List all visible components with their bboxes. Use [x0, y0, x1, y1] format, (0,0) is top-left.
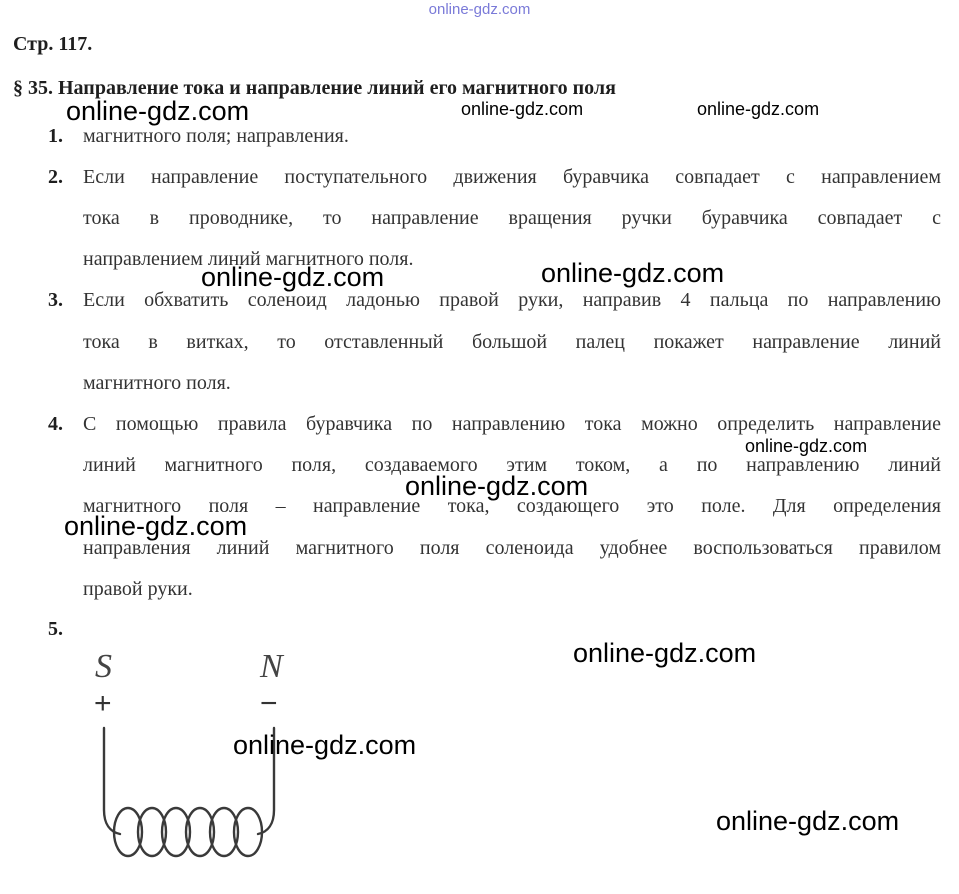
watermark: online-gdz.com	[405, 471, 589, 501]
item-number-2: 2.	[48, 166, 63, 188]
item-4-line-1: С помощью правила буравчика по направлению тока можно определить направление	[83, 413, 941, 435]
item-2-line-1: Если направление поступательного движения буравчика совпадает с направлением	[83, 166, 941, 188]
item-3-line-3: магнитного поля.	[83, 372, 231, 394]
item-4-line-5: правой руки.	[83, 578, 193, 600]
watermark: online-gdz.com	[573, 638, 757, 668]
watermark: online-gdz.com	[745, 436, 868, 456]
pole-n-label: N	[260, 648, 283, 685]
watermark: online-gdz.com	[64, 511, 248, 541]
page-number: Стр. 117.	[13, 33, 93, 55]
item-2-line-2: тока в проводнике, то направление вращения ручки буравчика совпадает с	[83, 207, 941, 229]
item-number-4: 4.	[48, 413, 63, 435]
item-3-line-1: Если обхватить соленоид ладонью правой руки, направив 4 пальца по направлению	[83, 289, 941, 311]
item-4-line-2: линий магнитного поля, создаваемого этим током, а по направлению линий	[83, 454, 941, 476]
section-title: § 35. Направление тока и направление линий его магнитного поля	[13, 77, 616, 99]
watermark: online-gdz.com	[716, 806, 900, 836]
watermark: online-gdz.com	[541, 258, 725, 288]
minus-sign: −	[260, 687, 278, 720]
item-4-line-3: магнитного поля – направление тока, создающего это поле. Для определения	[83, 495, 941, 517]
top-watermark: online-gdz.com	[428, 1, 531, 18]
watermark: online-gdz.com	[201, 262, 385, 292]
item-number-3: 3.	[48, 289, 63, 311]
item-1-line-1: магнитного поля; направления.	[83, 125, 349, 147]
item-3-line-2: тока в витках, то отставленный большой палец покажет направление линий	[83, 331, 941, 353]
item-4-line-4: направления линий магнитного поля соленоида удобнее воспользоваться правилом	[83, 537, 941, 559]
watermark: online-gdz.com	[66, 96, 250, 126]
item-number-5: 5.	[48, 618, 63, 640]
pole-s-label: S	[95, 648, 112, 685]
watermark: online-gdz.com	[461, 99, 584, 119]
item-number-1: 1.	[48, 125, 63, 147]
plus-sign: +	[94, 687, 112, 720]
watermark: online-gdz.com	[697, 99, 820, 119]
watermark: online-gdz.com	[233, 730, 417, 760]
item-2-line-3: направлением линий магнитного поля.	[83, 248, 414, 270]
